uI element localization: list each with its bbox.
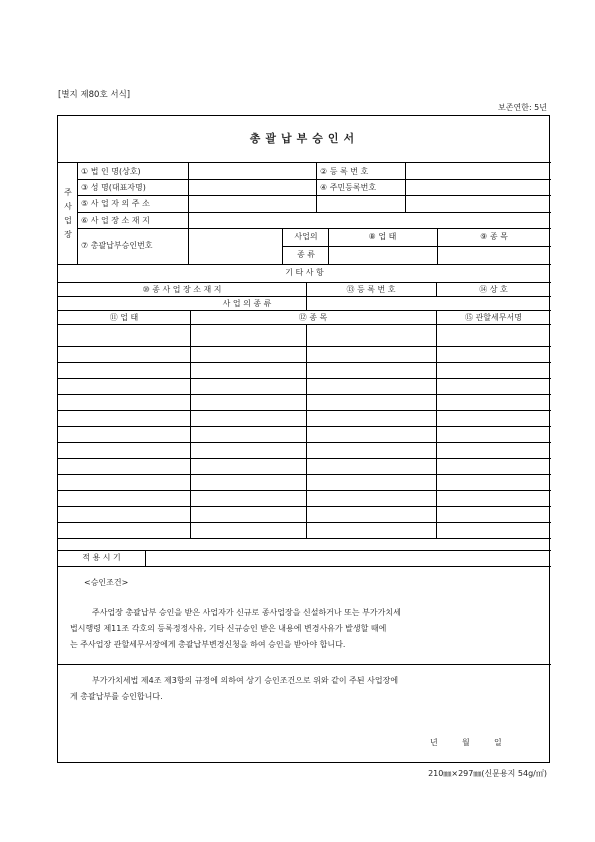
conditions-line-2: 법시행령 제11조 각호의 등록정정사유, 기타 신규승인 받은 내용에 변경사유가 발생할 때에 [70, 624, 387, 633]
main-office-label [62, 186, 74, 242]
sub-biz-item-header: ⑫ 종 목 [298, 313, 328, 322]
retention-period: 보존연한: 5년 [498, 103, 547, 112]
other-items-heading: 기 타 사 항 [285, 268, 324, 277]
main-office-label-3: 업 [64, 216, 72, 225]
conditions-line-1: 주사업장 총괄납부 승인을 받은 사업자가 신규로 종사업장을 신설하거나 또는 부가가치세 [92, 608, 401, 617]
biz-kind-label-1: 사업의 [294, 232, 318, 241]
conditions-line-3: 는 주사업장 관할세무서장에게 총괄납부변경신청을 하여 승인을 받아야 합니다. [70, 640, 346, 649]
date-day-label: 일 [494, 738, 502, 747]
biz-type-label: ⑧ 업 태 [368, 232, 397, 241]
corp-name-label: ① 법 인 명(상호) [81, 167, 141, 176]
date-year-label: 년 [430, 738, 438, 747]
conditions-heading: <승인조건> [84, 578, 129, 587]
approval-line-1: 부가가치세법 제4조 제3항의 규정에 의하여 상기 승인조건으로 위와 같이 주된 사업장에 [92, 676, 399, 685]
biz-item-label: ⑨ 종 목 [480, 232, 508, 241]
approval-line-2: 게 총괄납부를 승인합니다. [70, 692, 163, 701]
biz-kind-label-2: 종 류 [297, 250, 315, 259]
sub-biz-type-header: ⑪ 업 태 [109, 313, 139, 322]
approval-form [57, 115, 550, 763]
location-label: ⑥ 사 업 장 소 재 지 [81, 216, 150, 225]
form-number: [별지 제80호 서식] [58, 90, 131, 100]
sub-location-header: ⑩ 종 사 업 장 소 재 지 [142, 285, 222, 294]
name-label: ③ 성 명(대표자명) [81, 183, 146, 192]
approval-no-label: ⑦ 총괄납부승인번호 [81, 241, 153, 250]
main-office-label-2: 사 [64, 202, 72, 211]
trade-name-header: ⑭ 상 호 [479, 285, 508, 294]
main-office-label-4: 장 [64, 230, 72, 239]
paper-spec: 210㎜×297㎜(신문용지 54g/㎡) [428, 769, 547, 778]
address-label: ⑤ 사 업 자 의 주 소 [81, 199, 150, 208]
biz-kind-header: 사 업 의 종 류 [222, 299, 272, 308]
tax-office-header: ⑮ 관할세무서명 [465, 313, 522, 322]
resident-no-label: ④ 주민등록번호 [320, 183, 377, 192]
sub-reg-no-header: ⑬ 등 록 번 호 [346, 285, 396, 294]
apply-period-label: 적 용 시 기 [82, 553, 121, 562]
form-title: 총괄납부승인서 [249, 132, 360, 145]
date-month-label: 월 [462, 738, 470, 747]
reg-no-label: ② 등 록 번 호 [320, 167, 369, 176]
main-office-label-1: 주 [64, 188, 72, 197]
